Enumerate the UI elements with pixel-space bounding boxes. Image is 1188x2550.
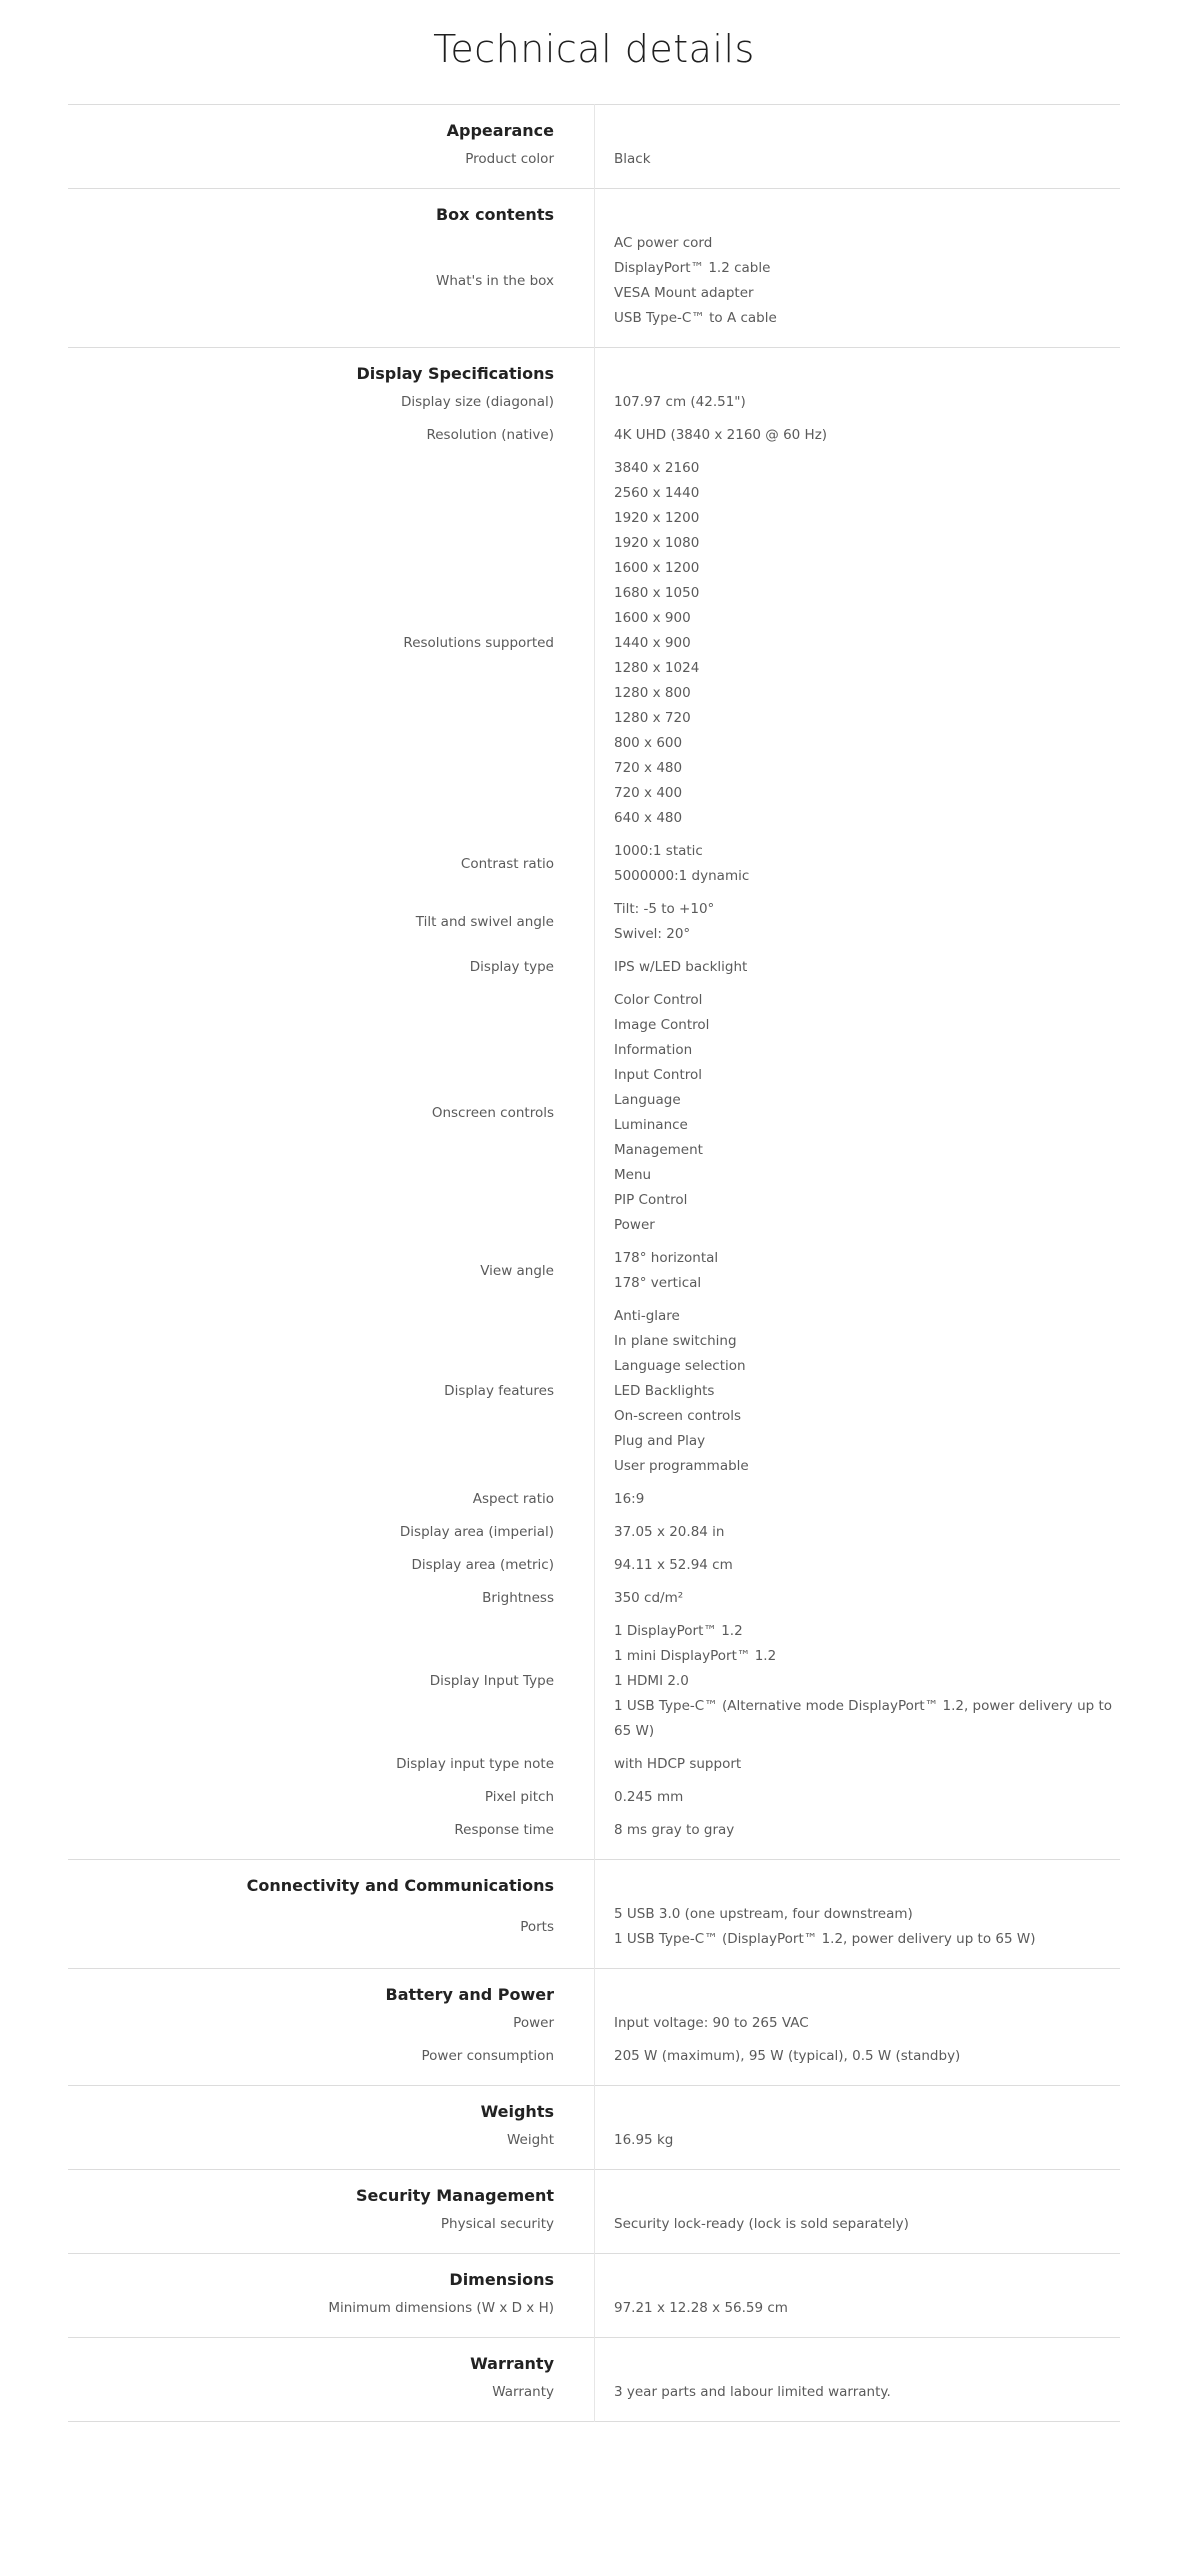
spec-value-line: Tilt: -5 to +10° bbox=[614, 901, 715, 917]
spec-value-line: 4K UHD (3840 x 2160 @ 60 Hz) bbox=[614, 427, 828, 443]
spec-label: Display features bbox=[444, 1383, 554, 1399]
spec-label: Display area (metric) bbox=[411, 1557, 554, 1573]
spec-label: Contrast ratio bbox=[460, 855, 554, 872]
spec-value bbox=[614, 456, 1114, 831]
section-title: Appearance bbox=[446, 121, 554, 140]
spec-value-line: Security lock-ready (lock is sold separately) bbox=[614, 2216, 909, 2232]
spec-value-line: 178° horizontal bbox=[614, 1250, 719, 1266]
spec-row bbox=[68, 2296, 1120, 2321]
spec-row bbox=[68, 1619, 1120, 1744]
section-title: Connectivity and Communications bbox=[246, 1876, 554, 1895]
spec-row bbox=[68, 1902, 1120, 1952]
spec-value-line: with HDCP support bbox=[614, 1756, 742, 1772]
spec-value-line: 8 ms gray to gray bbox=[614, 1822, 735, 1838]
spec-value-line: Language selection bbox=[614, 1358, 746, 1374]
spec-value-line: 5 USB 3.0 (one upstream, four downstream) bbox=[614, 1906, 913, 1922]
spec-row bbox=[68, 1246, 1120, 1296]
spec-value bbox=[614, 1752, 1114, 1777]
spec-value-line: Power bbox=[614, 1217, 655, 1233]
spec-value-line: 1000:1 static bbox=[614, 843, 703, 859]
spec-label: Power bbox=[513, 2015, 554, 2031]
spec-value-line: 178° vertical bbox=[614, 1275, 702, 1291]
spec-row bbox=[68, 2212, 1120, 2237]
spec-value-line: 1680 x 1050 bbox=[614, 585, 700, 601]
section-title: Security Management bbox=[355, 2186, 554, 2205]
spec-row bbox=[68, 2128, 1120, 2153]
spec-label: Display input type note bbox=[396, 1756, 554, 1772]
spec-label: Power consumption bbox=[421, 2048, 554, 2064]
spec-value-line: 205 W (maximum), 95 W (typical), 0.5 W (standby) bbox=[614, 2048, 961, 2064]
spec-value-line: USB Type-C™ to A cable bbox=[614, 310, 777, 326]
spec-value-line: 1280 x 720 bbox=[614, 710, 691, 726]
spec-section bbox=[68, 2169, 1120, 2253]
spec-value-line: 0.245 mm bbox=[614, 1789, 684, 1805]
spec-label: Ports bbox=[520, 1918, 554, 1935]
spec-value-line: 350 cd/m² bbox=[614, 1590, 684, 1606]
spec-value bbox=[614, 1902, 1114, 1952]
spec-label: View angle bbox=[480, 1262, 554, 1279]
spec-value bbox=[614, 1246, 1114, 1296]
spec-value bbox=[614, 147, 1114, 172]
spec-value bbox=[614, 1619, 1114, 1744]
spec-value-line: 1 mini DisplayPort™ 1.2 bbox=[614, 1648, 777, 1664]
section-title: Box contents bbox=[435, 205, 554, 224]
spec-value-line: DisplayPort™ 1.2 cable bbox=[614, 260, 771, 276]
spec-value-line: 1 USB Type-C™ (Alternative mode DisplayPort™ 1.2, power delivery up to 65 W) bbox=[614, 1698, 1113, 1739]
section-title: Battery and Power bbox=[385, 1985, 554, 2004]
spec-value-line: LED Backlights bbox=[614, 1383, 715, 1399]
spec-value-line: 94.11 x 52.94 cm bbox=[614, 1557, 733, 1573]
spec-label: Brightness bbox=[482, 1590, 554, 1606]
spec-row bbox=[68, 2380, 1120, 2405]
spec-value bbox=[614, 2044, 1114, 2069]
spec-label: Aspect ratio bbox=[472, 1491, 554, 1507]
spec-value-line: 2560 x 1440 bbox=[614, 485, 700, 501]
spec-row bbox=[68, 1487, 1120, 1512]
spec-value-line: 3840 x 2160 bbox=[614, 460, 700, 476]
spec-section bbox=[68, 2085, 1120, 2169]
spec-value bbox=[614, 1586, 1114, 1611]
spec-table bbox=[68, 104, 1120, 2422]
spec-section bbox=[68, 104, 1120, 188]
page-title: Technical details bbox=[433, 27, 755, 71]
spec-label: Display type bbox=[469, 959, 554, 975]
spec-value-line: Plug and Play bbox=[614, 1433, 706, 1449]
spec-row bbox=[68, 897, 1120, 947]
spec-section bbox=[68, 347, 1120, 1859]
spec-row bbox=[68, 955, 1120, 980]
spec-value-line: 1920 x 1080 bbox=[614, 535, 700, 551]
spec-label: Warranty bbox=[492, 2384, 554, 2400]
spec-value bbox=[614, 1487, 1114, 1512]
spec-value-line: 37.05 x 20.84 in bbox=[614, 1524, 725, 1540]
spec-row bbox=[68, 2011, 1120, 2036]
spec-value-line: Menu bbox=[614, 1167, 652, 1183]
spec-value bbox=[614, 1785, 1114, 1810]
spec-value-line: Swivel: 20° bbox=[614, 926, 691, 942]
spec-value-line: 97.21 x 12.28 x 56.59 cm bbox=[614, 2300, 788, 2316]
spec-value-line: 1 DisplayPort™ 1.2 bbox=[614, 1623, 743, 1639]
spec-value bbox=[614, 390, 1114, 415]
spec-value bbox=[614, 231, 1114, 331]
spec-value-line: 640 x 480 bbox=[614, 810, 683, 826]
spec-value-line: 107.97 cm (42.51") bbox=[614, 394, 746, 410]
spec-value-line: 1280 x 1024 bbox=[614, 660, 700, 676]
spec-value-line: Black bbox=[614, 151, 651, 167]
spec-value-line: User programmable bbox=[614, 1458, 749, 1474]
spec-value bbox=[614, 423, 1114, 448]
spec-label: Weight bbox=[506, 2132, 554, 2148]
spec-value-line: Input Control bbox=[614, 1067, 703, 1083]
spec-row bbox=[68, 1586, 1120, 1611]
spec-value-line: 720 x 400 bbox=[614, 785, 683, 801]
spec-section bbox=[68, 1968, 1120, 2085]
spec-row bbox=[68, 147, 1120, 172]
spec-value bbox=[614, 1520, 1114, 1545]
spec-value bbox=[614, 1553, 1114, 1578]
spec-row bbox=[68, 2044, 1120, 2069]
spec-row bbox=[68, 1553, 1120, 1578]
spec-value-line: Management bbox=[614, 1142, 703, 1158]
spec-value bbox=[614, 955, 1114, 980]
spec-section bbox=[68, 2337, 1120, 2422]
spec-value bbox=[614, 839, 1114, 889]
spec-row bbox=[68, 1785, 1120, 1810]
spec-label: Onscreen controls bbox=[431, 1104, 554, 1121]
spec-value-line: 800 x 600 bbox=[614, 735, 683, 751]
spec-row bbox=[68, 988, 1120, 1238]
spec-value-line: 720 x 480 bbox=[614, 760, 683, 776]
spec-label: Physical security bbox=[440, 2216, 554, 2232]
spec-value bbox=[614, 2128, 1114, 2153]
spec-label: Tilt and swivel angle bbox=[415, 913, 554, 930]
spec-row bbox=[68, 1818, 1120, 1843]
spec-value-line: 1 HDMI 2.0 bbox=[614, 1673, 689, 1689]
spec-section bbox=[68, 188, 1120, 347]
spec-label: Resolution (native) bbox=[426, 427, 554, 443]
spec-label: Display size (diagonal) bbox=[400, 394, 554, 410]
spec-value-line: Luminance bbox=[614, 1117, 688, 1133]
spec-row bbox=[68, 1520, 1120, 1545]
spec-value-line: 1440 x 900 bbox=[614, 635, 691, 651]
spec-value bbox=[614, 2296, 1114, 2321]
spec-label: Resolutions supported bbox=[403, 635, 554, 651]
spec-value-line: 3 year parts and labour limited warranty. bbox=[614, 2384, 891, 2400]
spec-section bbox=[68, 2253, 1120, 2337]
spec-row bbox=[68, 839, 1120, 889]
spec-value-line: Information bbox=[614, 1042, 693, 1058]
spec-value-line: 16.95 kg bbox=[614, 2132, 674, 2148]
spec-value-line: AC power cord bbox=[614, 235, 713, 251]
spec-row bbox=[68, 1752, 1120, 1777]
spec-row bbox=[68, 423, 1120, 448]
spec-value bbox=[614, 1818, 1114, 1843]
spec-value bbox=[614, 897, 1114, 947]
spec-value-line: VESA Mount adapter bbox=[614, 285, 754, 301]
spec-row bbox=[68, 231, 1120, 331]
spec-value-line: IPS w/LED backlight bbox=[614, 959, 748, 975]
spec-label: Display Input Type bbox=[429, 1673, 554, 1689]
spec-value bbox=[614, 1304, 1114, 1479]
spec-value bbox=[614, 2380, 1114, 2405]
spec-row bbox=[68, 1304, 1120, 1479]
spec-label: Minimum dimensions (W x D x H) bbox=[328, 2300, 554, 2316]
spec-value-line: Color Control bbox=[614, 992, 703, 1008]
section-title: Warranty bbox=[470, 2354, 554, 2373]
section-title: Weights bbox=[480, 2102, 554, 2121]
spec-value-line: 1600 x 900 bbox=[614, 610, 691, 626]
spec-value-line: 1 USB Type-C™ (DisplayPort™ 1.2, power delivery up to 65 W) bbox=[614, 1931, 1036, 1947]
spec-value bbox=[614, 2212, 1114, 2237]
spec-row bbox=[68, 456, 1120, 831]
spec-value-line: 1280 x 800 bbox=[614, 685, 691, 701]
spec-value-line: Anti-glare bbox=[614, 1308, 680, 1324]
spec-value-line: Image Control bbox=[614, 1017, 710, 1033]
spec-section bbox=[68, 1859, 1120, 1968]
spec-value-line: PIP Control bbox=[614, 1192, 688, 1208]
section-title: Dimensions bbox=[449, 2270, 554, 2289]
spec-value-line: In plane switching bbox=[614, 1333, 737, 1349]
spec-value-line: Language bbox=[614, 1092, 681, 1108]
spec-label: Product color bbox=[465, 151, 554, 167]
spec-value bbox=[614, 2011, 1114, 2036]
spec-value bbox=[614, 988, 1114, 1238]
spec-value-line: 16:9 bbox=[614, 1491, 645, 1507]
section-title: Display Specifications bbox=[356, 364, 554, 383]
spec-value-line: On-screen controls bbox=[614, 1408, 742, 1424]
spec-value-line: 1600 x 1200 bbox=[614, 560, 700, 576]
spec-value-line: 5000000:1 dynamic bbox=[614, 868, 750, 884]
spec-label: Pixel pitch bbox=[484, 1789, 554, 1805]
spec-label: What's in the box bbox=[436, 272, 554, 289]
spec-value-line: Input voltage: 90 to 265 VAC bbox=[614, 2015, 809, 2031]
spec-value-line: 1920 x 1200 bbox=[614, 510, 700, 526]
spec-label: Display area (imperial) bbox=[399, 1524, 554, 1540]
spec-row bbox=[68, 390, 1120, 415]
spec-label: Response time bbox=[454, 1822, 554, 1838]
